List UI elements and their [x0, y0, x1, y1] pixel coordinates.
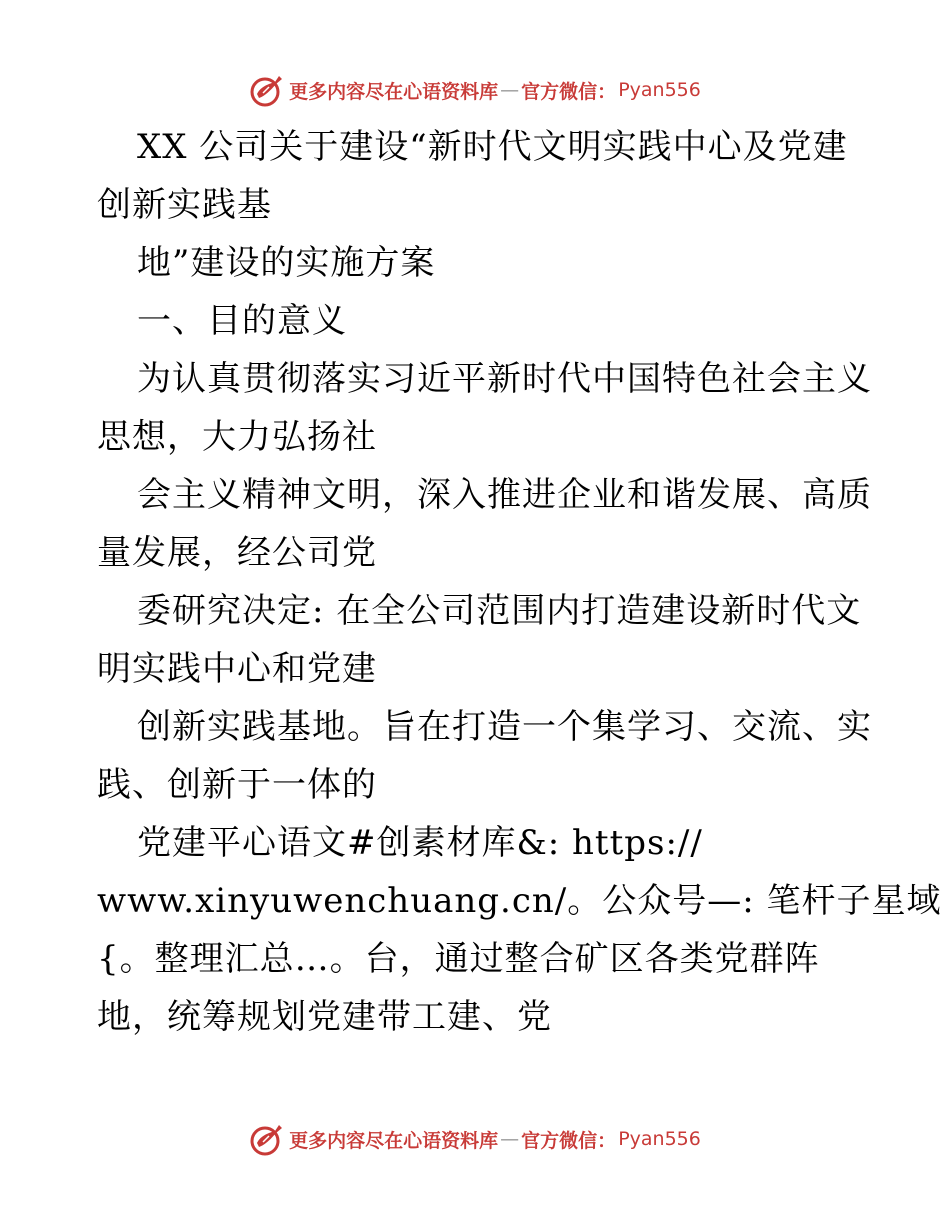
- doc-line: 创新实践基: [97, 185, 272, 225]
- footer-watermark-banner: [0, 1117, 950, 1161]
- doc-line: 明实践中心和党建: [97, 649, 377, 689]
- document-body: [97, 118, 942, 1046]
- doc-line: 党建平心语文#创素材库&: https://: [137, 823, 703, 863]
- doc-line: 会主义精神文明，深入推进企业和谐发展、高质: [137, 475, 872, 515]
- doc-line: XX 公司关于建设“新时代文明实践中心及党建: [137, 127, 848, 167]
- doc-line: www.xinyuwenchuang.cn/。公众号—: 笔杆子星域: [97, 881, 942, 921]
- doc-line: 地，统筹规划党建带工建、党: [97, 997, 552, 1037]
- watermark-wechat-label: 官方微信：: [521, 1129, 617, 1152]
- watermark-wechat-label: 官方微信：: [521, 80, 617, 103]
- doc-line: 量发展，经公司党: [97, 533, 377, 573]
- doc-line: 创新实践基地。旨在打造一个集学习、交流、实: [137, 707, 872, 747]
- watermark-site-name: 更多内容尽在心语资料库: [289, 1129, 499, 1152]
- doc-line: 地”建设的实施方案: [137, 243, 436, 283]
- doc-line: 委研究决定: 在全公司范围内打造建设新时代文: [137, 591, 862, 631]
- watermark-wechat-id: Pyan556: [618, 79, 701, 101]
- doc-line: 为认真贯彻落实习近平新时代中国特色社会主义: [137, 359, 872, 399]
- doc-line: 思想，大力弘扬社: [97, 417, 377, 457]
- doc-line: {。整理汇总…。台，通过整合矿区各类党群阵: [97, 939, 820, 979]
- header-watermark-banner: [0, 68, 950, 112]
- watermark-dash: —: [500, 79, 520, 101]
- watermark-dash: —: [500, 1128, 520, 1150]
- pen-logo-icon: [249, 1121, 285, 1157]
- section-heading: 一、目的意义: [137, 301, 347, 341]
- watermark-wechat-id: Pyan556: [618, 1128, 701, 1150]
- watermark-site-name: 更多内容尽在心语资料库: [289, 80, 499, 103]
- doc-line: 践、创新于一体的: [97, 765, 377, 805]
- pen-logo-icon: [249, 72, 285, 108]
